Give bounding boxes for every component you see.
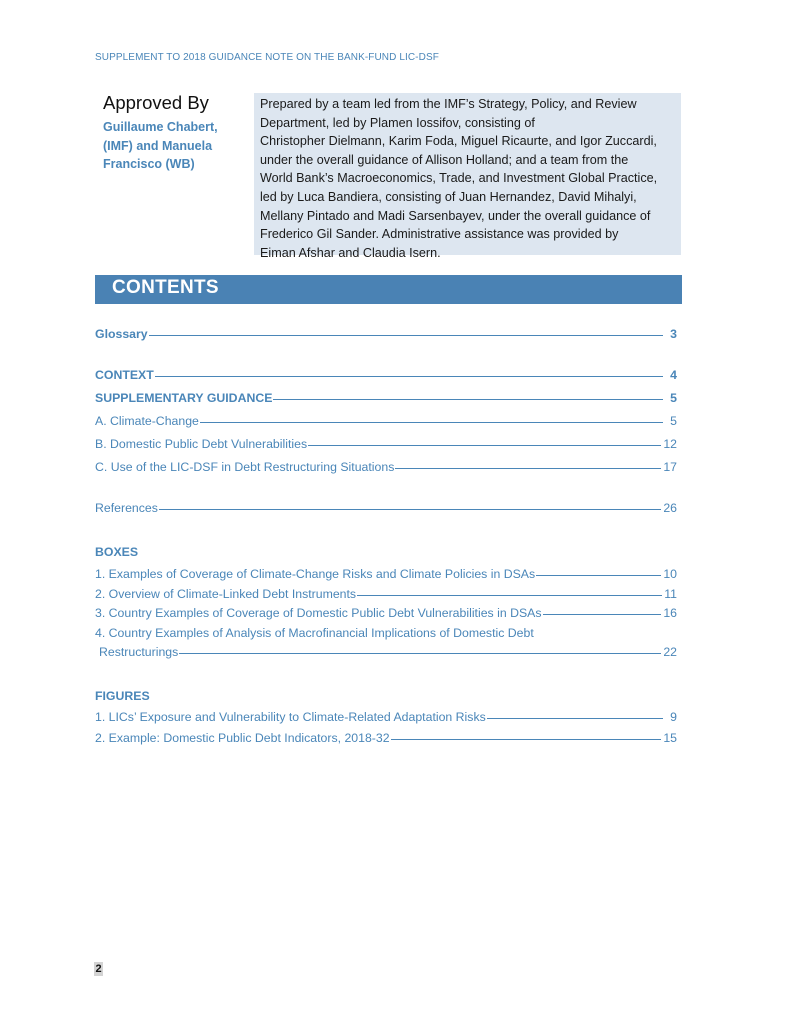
toc-entry-box-2[interactable] (95, 587, 677, 605)
toc-leader (149, 335, 663, 336)
running-header: SUPPLEMENT TO 2018 GUIDANCE NOTE ON THE BANK-FUND LIC-DSF (95, 52, 439, 63)
toc-leader (179, 653, 661, 654)
toc-label: 1. Examples of Coverage of Climate-Change Risks and Climate Policies in DSAs (95, 567, 536, 581)
page-number: 2 (95, 963, 102, 975)
toc-entry-figure-2[interactable] (95, 731, 677, 749)
approved-by-title: Approved By (103, 92, 209, 113)
toc-leader (155, 376, 663, 377)
toc-entry-section-b[interactable] (95, 437, 677, 455)
prepared-line: Eiman Afshar and Claudia Isern. (260, 245, 441, 260)
prepared-line: Mellany Pintado and Madi Sarsenbayev, under the overall guidance of (260, 208, 651, 223)
approved-by-block (103, 92, 243, 174)
prepared-line: Department, led by Plamen Iossifov, consisting of (260, 115, 535, 130)
toc-label: Glossary (95, 327, 148, 341)
toc-label: C. Use of the LIC-DSF in Debt Restructuring Situations (95, 460, 395, 474)
approver-line: Guillaume Chabert, (103, 120, 218, 134)
toc-label: References (95, 501, 158, 515)
figures-heading: FIGURES (95, 689, 150, 703)
toc-leader (357, 595, 662, 596)
toc-page: 26 (663, 501, 677, 515)
toc-leader (536, 575, 661, 576)
approver-names (103, 118, 243, 174)
prepared-line: Frederico Gil Sander. Administrative assistance was provided by (260, 227, 619, 242)
toc-leader (308, 445, 661, 446)
toc-leader (395, 468, 661, 469)
toc-leader (391, 739, 662, 740)
toc-entry-glossary[interactable] (95, 327, 677, 345)
prepared-by-box (254, 93, 681, 260)
toc-page: 3 (670, 327, 677, 341)
toc-page: 12 (663, 437, 677, 451)
approver-line: (IMF) and Manuela (103, 138, 213, 153)
toc-page: 15 (663, 731, 677, 745)
prepared-line: under the overall guidance of Allison Holland; and a team from the (260, 152, 629, 167)
toc-entry-supplementary-guidance[interactable] (95, 391, 677, 409)
prepared-line: Prepared by a team led from the IMF’s Strategy, Policy, and Review (260, 97, 637, 111)
prepared-line: World Bank’s Macroeconomics, Trade, and Investment Global Practice, (260, 171, 658, 186)
toc-label: CONTEXT (95, 368, 154, 382)
toc-entry-box-4[interactable] (99, 645, 677, 663)
toc-leader (200, 422, 663, 423)
contents-banner (95, 275, 682, 304)
prepared-line: led by Luca Bandiera, consisting of Juan Hernandez, David Mihalyi, (260, 189, 637, 204)
toc-label: 3. Country Examples of Coverage of Domestic Public Debt Vulnerabilities in DSAs (95, 606, 542, 620)
toc-label: SUPPLEMENTARY GUIDANCE (95, 391, 273, 405)
toc-label: 1. LICs’ Exposure and Vulnerability to Climate-Related Adaptation Risks (95, 710, 486, 724)
approver-line: Francisco (WB) (103, 157, 195, 171)
toc-entry-box-3[interactable] (95, 606, 677, 624)
toc-leader (487, 718, 663, 719)
toc-page: 9 (670, 710, 677, 724)
toc-page: 5 (670, 391, 677, 405)
toc-entry-context[interactable] (95, 368, 677, 386)
toc-page: 5 (670, 414, 677, 428)
toc-leader (543, 614, 662, 615)
toc-entry-section-c[interactable] (95, 460, 677, 478)
toc-label: Restructurings (99, 645, 179, 659)
prepared-by-text (260, 95, 677, 262)
toc-page: 22 (663, 645, 677, 659)
toc-entry-box-4-line1[interactable]: 4. Country Examples of Analysis of Macrofinancial Implications of Domestic Debt (95, 626, 534, 640)
toc-page: 4 (670, 368, 677, 382)
toc-label: 2. Overview of Climate-Linked Debt Instruments (95, 587, 357, 601)
toc-entry-section-a[interactable] (95, 414, 677, 432)
toc-label: B. Domestic Public Debt Vulnerabilities (95, 437, 308, 451)
toc-leader (159, 509, 661, 510)
toc-label: 2. Example: Domestic Public Debt Indicators, 2018-32 (95, 731, 390, 745)
toc-label: A. Climate-Change (95, 414, 199, 428)
toc-page: 11 (664, 587, 677, 601)
toc-page: 10 (663, 567, 677, 581)
toc-page: 17 (663, 460, 677, 474)
toc-entry-references[interactable] (95, 501, 677, 519)
boxes-heading: BOXES (95, 545, 139, 559)
prepared-line: Christopher Dielmann, Karim Foda, Miguel Ricaurte, and Igor Zuccardi, (260, 134, 657, 149)
toc-entry-figure-1[interactable] (95, 710, 677, 728)
toc-leader (273, 399, 663, 400)
toc-entry-box-1[interactable] (95, 567, 677, 585)
contents-title: CONTENTS (112, 277, 219, 298)
toc-page: 16 (663, 606, 677, 620)
